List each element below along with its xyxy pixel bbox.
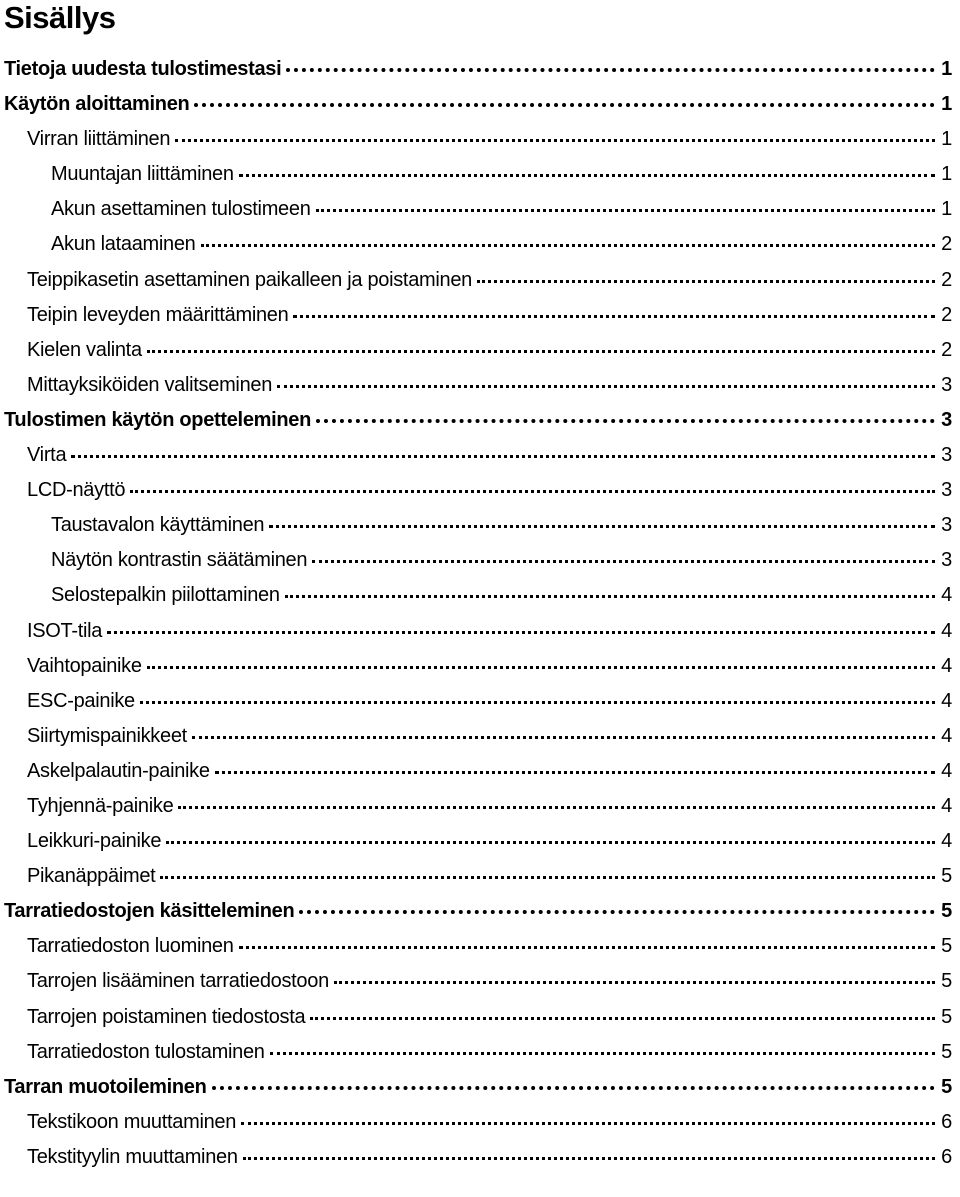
dot-leader bbox=[334, 981, 935, 984]
toc-entry-label: Askelpalautin-painike bbox=[27, 759, 210, 782]
toc-page-number: 4 bbox=[941, 724, 952, 747]
dot-leader bbox=[243, 1157, 936, 1160]
dot-leader bbox=[286, 68, 935, 72]
toc-entry[interactable] bbox=[0, 578, 960, 613]
toc-page-number: 3 bbox=[941, 479, 952, 502]
toc-entry-label: Tarratiedoston tulostaminen bbox=[27, 1040, 265, 1063]
toc-entry-label: Akun lataaminen bbox=[51, 233, 196, 256]
toc-page-number: 2 bbox=[941, 233, 952, 256]
toc-page-number: 4 bbox=[941, 654, 952, 677]
toc-entry-label: Tekstikoon muuttaminen bbox=[27, 1110, 237, 1133]
dot-leader bbox=[140, 701, 935, 704]
dot-leader bbox=[239, 174, 935, 177]
dot-leader bbox=[477, 280, 935, 283]
toc-entry-label: Vaihtopainike bbox=[27, 654, 142, 677]
toc-entry-label: Virta bbox=[27, 444, 67, 467]
toc-entry[interactable] bbox=[0, 192, 960, 227]
toc-page-number: 4 bbox=[941, 794, 952, 817]
toc-section-entry[interactable] bbox=[0, 403, 960, 438]
toc-page-number: 1 bbox=[941, 128, 952, 151]
toc-page-number: 5 bbox=[941, 900, 952, 923]
dot-leader bbox=[215, 771, 935, 774]
toc-entry-label: Taustavalon käyttäminen bbox=[51, 514, 265, 537]
toc-page-number: 4 bbox=[941, 759, 952, 782]
toc-section-entry[interactable] bbox=[0, 894, 960, 929]
dot-leader bbox=[310, 1017, 935, 1020]
toc-entry[interactable] bbox=[0, 614, 960, 649]
toc-list bbox=[0, 52, 960, 1175]
dot-leader bbox=[201, 244, 936, 247]
toc-page-number: 2 bbox=[941, 303, 952, 326]
toc-entry-label: Tarratiedostojen käsitteleminen bbox=[4, 900, 295, 923]
dot-leader bbox=[194, 103, 935, 107]
toc-entry-label: Siirtymispainikkeet bbox=[27, 724, 187, 747]
dot-leader bbox=[239, 946, 936, 949]
toc-page-number: 1 bbox=[941, 93, 952, 116]
dot-leader bbox=[285, 595, 935, 598]
dot-leader bbox=[147, 666, 935, 669]
toc-entry[interactable] bbox=[0, 1140, 960, 1175]
toc-entry-label: Kielen valinta bbox=[27, 338, 142, 361]
toc-entry-label: Teippikasetin asettaminen paikalleen ja poistaminen bbox=[27, 268, 472, 291]
dot-leader bbox=[293, 315, 935, 318]
toc-entry-label: Tekstityylin muuttaminen bbox=[27, 1145, 238, 1168]
toc-entry[interactable] bbox=[0, 1105, 960, 1140]
dot-leader bbox=[270, 1052, 936, 1055]
toc-entry[interactable] bbox=[0, 508, 960, 543]
toc-page-number: 5 bbox=[941, 865, 952, 888]
dot-leader bbox=[277, 385, 935, 388]
dot-leader bbox=[212, 1086, 936, 1090]
toc-page-number: 5 bbox=[941, 935, 952, 958]
dot-leader bbox=[160, 876, 935, 879]
dot-leader bbox=[316, 419, 935, 423]
toc-page-number: 3 bbox=[941, 549, 952, 572]
toc-entry-label: ISOT-tila bbox=[27, 619, 103, 642]
toc-entry-label: Akun asettaminen tulostimeen bbox=[51, 198, 311, 221]
dot-leader bbox=[107, 631, 935, 634]
toc-page-number: 1 bbox=[941, 58, 952, 80]
toc-entry[interactable] bbox=[0, 543, 960, 578]
toc-entry-label: Pikanäppäimet bbox=[27, 865, 156, 888]
toc-entry[interactable] bbox=[0, 1000, 960, 1035]
toc-page-number: 6 bbox=[941, 1110, 952, 1133]
dot-leader bbox=[166, 841, 935, 844]
toc-page-number: 5 bbox=[941, 1040, 952, 1063]
toc-entry-label: Tarratiedoston luominen bbox=[27, 935, 234, 958]
dot-leader bbox=[147, 350, 935, 353]
toc-entry-label: Virran liittäminen bbox=[27, 128, 171, 151]
dot-leader bbox=[316, 209, 936, 212]
toc-page-number: 5 bbox=[941, 1005, 952, 1028]
dot-leader bbox=[241, 1122, 935, 1125]
toc-entry-label: Tarrojen lisääminen tarratiedostoon bbox=[27, 970, 329, 993]
toc-entry[interactable] bbox=[0, 122, 960, 157]
toc-page-number: 4 bbox=[941, 584, 952, 607]
toc-section-entry[interactable] bbox=[0, 52, 960, 87]
toc-entry-label: Käytön aloittaminen bbox=[4, 93, 190, 116]
toc-entry-label: Teipin leveyden määrittäminen bbox=[27, 303, 289, 326]
toc-entry[interactable] bbox=[0, 964, 960, 999]
toc-page-number: 2 bbox=[941, 338, 952, 361]
toc-entry-label: Tyhjennä-painike bbox=[27, 794, 174, 817]
dot-leader bbox=[130, 490, 935, 493]
toc-page-number: 3 bbox=[941, 444, 952, 467]
toc-page-number: 5 bbox=[941, 970, 952, 993]
dot-leader bbox=[178, 806, 935, 809]
toc-entry[interactable] bbox=[0, 473, 960, 508]
toc-entry[interactable] bbox=[0, 333, 960, 368]
toc-page-number: 2 bbox=[941, 268, 952, 291]
toc-entry[interactable] bbox=[0, 1035, 960, 1070]
toc-page-number: 1 bbox=[941, 163, 952, 186]
toc-page-number: 6 bbox=[941, 1145, 952, 1168]
toc-entry[interactable] bbox=[0, 649, 960, 684]
toc-page-number: 5 bbox=[941, 1075, 952, 1098]
dot-leader bbox=[71, 455, 935, 458]
toc-section-entry[interactable] bbox=[0, 1070, 960, 1105]
toc-section-entry[interactable] bbox=[0, 87, 960, 122]
toc-entry[interactable] bbox=[0, 824, 960, 859]
toc-page-number: 3 bbox=[941, 373, 952, 396]
toc-page-number: 3 bbox=[941, 408, 952, 431]
toc-page-number: 4 bbox=[941, 689, 952, 712]
dot-leader bbox=[269, 525, 935, 528]
toc-entry-label: Tarrojen poistaminen tiedostosta bbox=[27, 1005, 306, 1028]
toc-entry[interactable] bbox=[0, 859, 960, 894]
toc-entry[interactable] bbox=[0, 789, 960, 824]
toc-entry[interactable] bbox=[0, 157, 960, 192]
toc-entry-label: Leikkuri-painike bbox=[27, 830, 162, 853]
toc-page-number: 3 bbox=[941, 514, 952, 537]
toc-page-number: 1 bbox=[941, 198, 952, 221]
toc-entry[interactable] bbox=[0, 438, 960, 473]
toc-entry[interactable] bbox=[0, 263, 960, 298]
toc-entry[interactable] bbox=[0, 929, 960, 964]
toc-entry-label: Mittayksiköiden valitseminen bbox=[27, 373, 273, 396]
toc-page-number: 4 bbox=[941, 619, 952, 642]
toc-entry[interactable] bbox=[0, 368, 960, 403]
toc-entry-label: Näytön kontrastin säätäminen bbox=[51, 549, 308, 572]
page-title: Sisällys bbox=[4, 0, 116, 35]
toc-entry-label: Tulostimen käytön opetteleminen bbox=[4, 408, 312, 431]
dot-leader bbox=[192, 736, 935, 739]
toc-entry-label: LCD-näyttö bbox=[27, 479, 126, 502]
dot-leader bbox=[312, 560, 935, 563]
toc-entry[interactable] bbox=[0, 227, 960, 262]
toc-entry-label: Muuntajan liittäminen bbox=[51, 163, 234, 186]
toc-entry[interactable] bbox=[0, 754, 960, 789]
toc-entry-label: Selostepalkin piilottaminen bbox=[51, 584, 280, 607]
toc-entry[interactable] bbox=[0, 684, 960, 719]
dot-leader bbox=[299, 910, 935, 914]
dot-leader bbox=[175, 139, 935, 142]
toc-entry-label: ESC-painike bbox=[27, 689, 135, 712]
toc-entry-label: Tietoja uudesta tulostimestasi bbox=[4, 58, 282, 80]
toc-entry-label: Tarran muotoileminen bbox=[4, 1075, 207, 1098]
toc-page-number: 4 bbox=[941, 830, 952, 853]
toc-entry[interactable] bbox=[0, 298, 960, 333]
toc-entry[interactable] bbox=[0, 719, 960, 754]
